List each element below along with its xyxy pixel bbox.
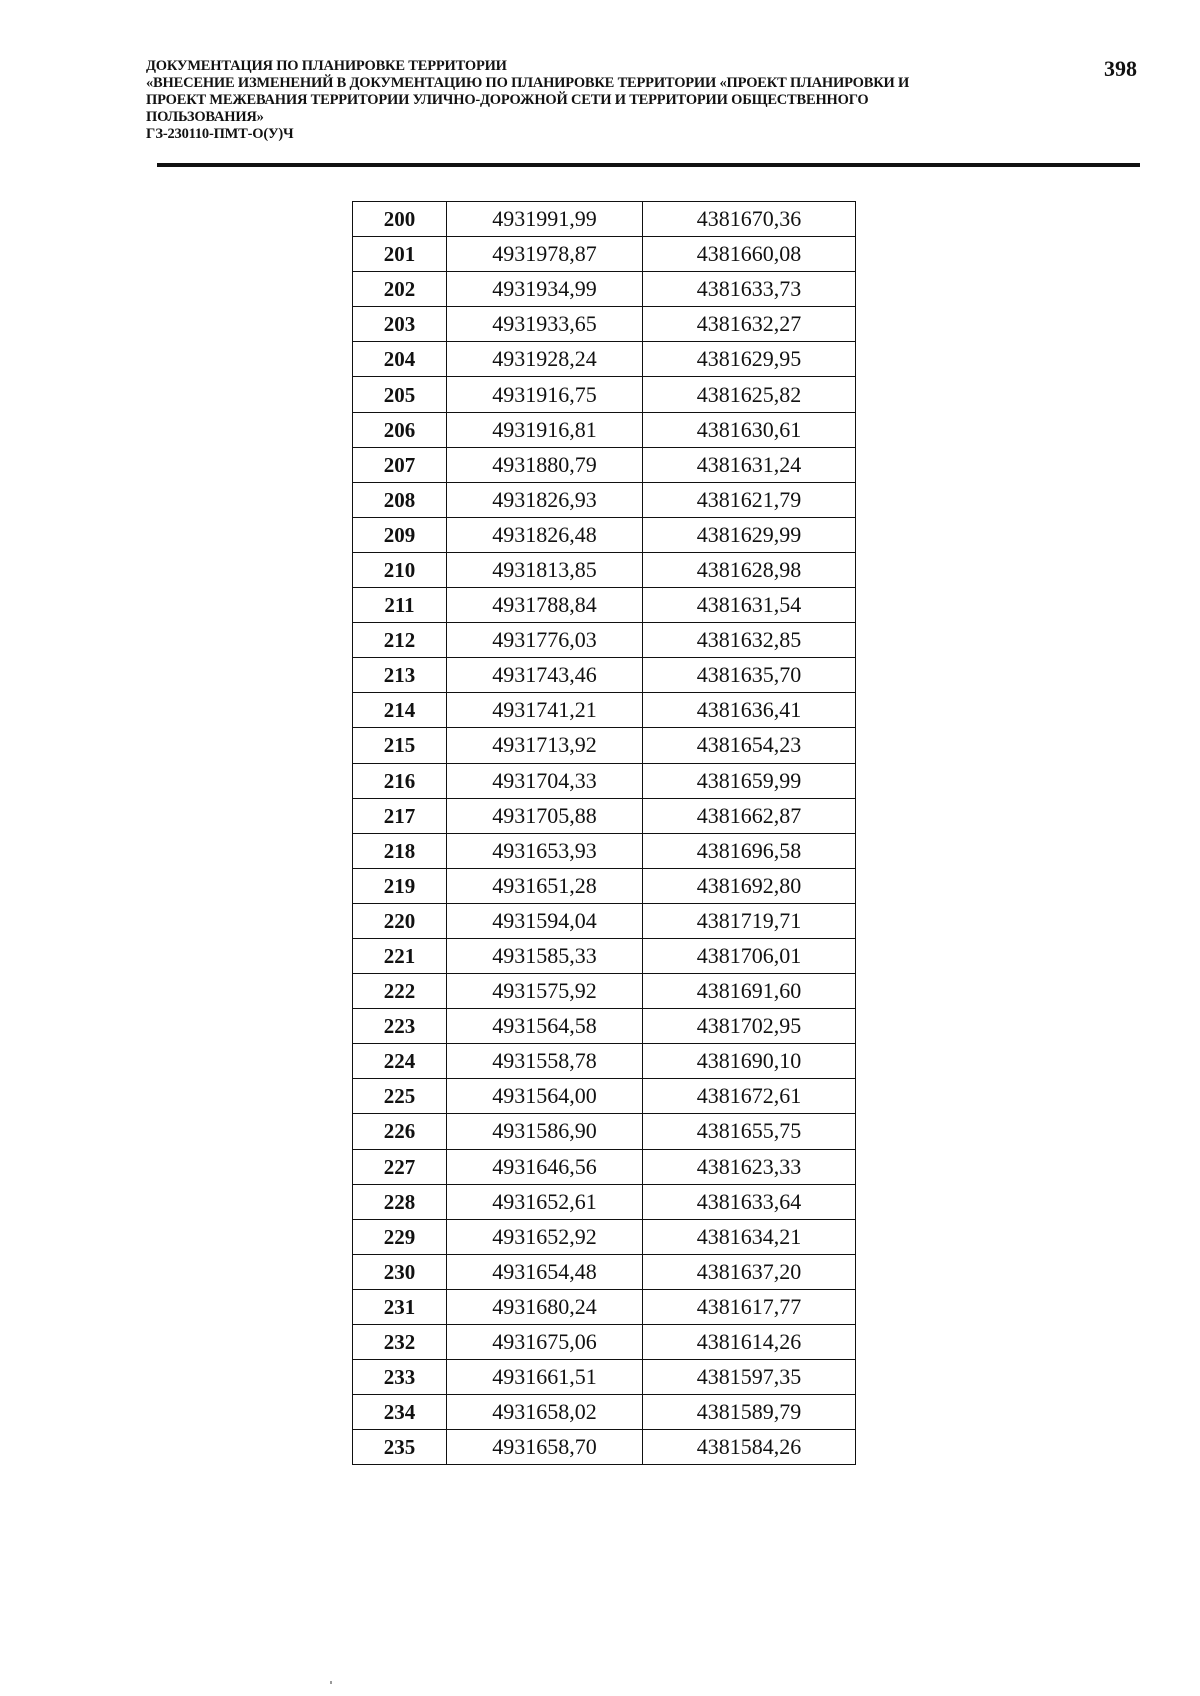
table-row xyxy=(353,482,856,517)
point-number-cell: 216 xyxy=(353,763,447,798)
point-number-cell: 205 xyxy=(353,377,447,412)
point-number-cell: 212 xyxy=(353,623,447,658)
point-number-cell: 226 xyxy=(353,1114,447,1149)
point-number-cell: 230 xyxy=(353,1254,447,1289)
x-coordinate-cell: 4931680,24 xyxy=(447,1289,643,1324)
x-coordinate-cell: 4931813,85 xyxy=(447,552,643,587)
y-coordinate-cell: 4381659,99 xyxy=(643,763,856,798)
table-row xyxy=(353,1114,856,1149)
point-number-cell: 203 xyxy=(353,307,447,342)
x-coordinate-cell: 4931741,21 xyxy=(447,693,643,728)
point-number-cell: 217 xyxy=(353,798,447,833)
point-number-cell: 214 xyxy=(353,693,447,728)
x-coordinate-cell: 4931928,24 xyxy=(447,342,643,377)
point-number-cell: 211 xyxy=(353,588,447,623)
x-coordinate-cell: 4931646,56 xyxy=(447,1149,643,1184)
y-coordinate-cell: 4381628,98 xyxy=(643,552,856,587)
y-coordinate-cell: 4381633,64 xyxy=(643,1184,856,1219)
table-row xyxy=(353,1009,856,1044)
y-coordinate-cell: 4381617,77 xyxy=(643,1289,856,1324)
point-number-cell: 227 xyxy=(353,1149,447,1184)
y-coordinate-cell: 4381633,73 xyxy=(643,272,856,307)
y-coordinate-cell: 4381630,61 xyxy=(643,412,856,447)
table-row xyxy=(353,342,856,377)
y-coordinate-cell: 4381621,79 xyxy=(643,482,856,517)
point-number-cell: 208 xyxy=(353,482,447,517)
point-number-cell: 219 xyxy=(353,868,447,903)
x-coordinate-cell: 4931916,75 xyxy=(447,377,643,412)
x-coordinate-cell: 4931564,58 xyxy=(447,1009,643,1044)
point-number-cell: 209 xyxy=(353,517,447,552)
x-coordinate-cell: 4931585,33 xyxy=(447,938,643,973)
y-coordinate-cell: 4381635,70 xyxy=(643,658,856,693)
y-coordinate-cell: 4381636,41 xyxy=(643,693,856,728)
y-coordinate-cell: 4381719,71 xyxy=(643,903,856,938)
y-coordinate-cell: 4381631,24 xyxy=(643,447,856,482)
y-coordinate-cell: 4381623,33 xyxy=(643,1149,856,1184)
header-line-4: ПОЛЬЗОВАНИЯ» xyxy=(146,109,264,125)
x-coordinate-cell: 4931743,46 xyxy=(447,658,643,693)
table-row xyxy=(353,552,856,587)
y-coordinate-cell: 4381670,36 xyxy=(643,202,856,237)
table-row xyxy=(353,763,856,798)
x-coordinate-cell: 4931934,99 xyxy=(447,272,643,307)
header-line-1: ДОКУМЕНТАЦИЯ ПО ПЛАНИРОВКЕ ТЕРРИТОРИИ xyxy=(146,58,507,74)
y-coordinate-cell: 4381662,87 xyxy=(643,798,856,833)
point-number-cell: 218 xyxy=(353,833,447,868)
table-row xyxy=(353,974,856,1009)
table-row xyxy=(353,728,856,763)
point-number-cell: 206 xyxy=(353,412,447,447)
point-number-cell: 220 xyxy=(353,903,447,938)
table-row xyxy=(353,377,856,412)
x-coordinate-cell: 4931705,88 xyxy=(447,798,643,833)
table-row xyxy=(353,798,856,833)
document-code: ГЗ-230110-ПМТ-О(У)Ч xyxy=(146,126,294,142)
point-number-cell: 228 xyxy=(353,1184,447,1219)
y-coordinate-cell: 4381690,10 xyxy=(643,1044,856,1079)
x-coordinate-cell: 4931788,84 xyxy=(447,588,643,623)
y-coordinate-cell: 4381625,82 xyxy=(643,377,856,412)
coordinates-table-body xyxy=(353,202,856,1465)
y-coordinate-cell: 4381589,79 xyxy=(643,1395,856,1430)
x-coordinate-cell: 4931558,78 xyxy=(447,1044,643,1079)
y-coordinate-cell: 4381672,61 xyxy=(643,1079,856,1114)
x-coordinate-cell: 4931564,00 xyxy=(447,1079,643,1114)
x-coordinate-cell: 4931704,33 xyxy=(447,763,643,798)
scan-artifact xyxy=(330,1681,332,1684)
header-divider xyxy=(157,163,1140,167)
x-coordinate-cell: 4931661,51 xyxy=(447,1360,643,1395)
y-coordinate-cell: 4381692,80 xyxy=(643,868,856,903)
x-coordinate-cell: 4931658,02 xyxy=(447,1395,643,1430)
point-number-cell: 233 xyxy=(353,1360,447,1395)
x-coordinate-cell: 4931651,28 xyxy=(447,868,643,903)
point-number-cell: 225 xyxy=(353,1079,447,1114)
x-coordinate-cell: 4931880,79 xyxy=(447,447,643,482)
document-header xyxy=(146,58,1086,143)
x-coordinate-cell: 4931652,92 xyxy=(447,1219,643,1254)
table-row xyxy=(353,658,856,693)
y-coordinate-cell: 4381634,21 xyxy=(643,1219,856,1254)
point-number-cell: 232 xyxy=(353,1325,447,1360)
table-row xyxy=(353,412,856,447)
table-row xyxy=(353,1079,856,1114)
coordinates-table xyxy=(352,201,856,1465)
y-coordinate-cell: 4381660,08 xyxy=(643,237,856,272)
table-row xyxy=(353,1254,856,1289)
table-row xyxy=(353,1325,856,1360)
table-row xyxy=(353,868,856,903)
table-row xyxy=(353,202,856,237)
x-coordinate-cell: 4931654,48 xyxy=(447,1254,643,1289)
y-coordinate-cell: 4381632,27 xyxy=(643,307,856,342)
x-coordinate-cell: 4931978,87 xyxy=(447,237,643,272)
x-coordinate-cell: 4931594,04 xyxy=(447,903,643,938)
y-coordinate-cell: 4381654,23 xyxy=(643,728,856,763)
table-row xyxy=(353,1044,856,1079)
point-number-cell: 207 xyxy=(353,447,447,482)
x-coordinate-cell: 4931933,65 xyxy=(447,307,643,342)
point-number-cell: 222 xyxy=(353,974,447,1009)
y-coordinate-cell: 4381706,01 xyxy=(643,938,856,973)
point-number-cell: 234 xyxy=(353,1395,447,1430)
y-coordinate-cell: 4381632,85 xyxy=(643,623,856,658)
x-coordinate-cell: 4931991,99 xyxy=(447,202,643,237)
table-row xyxy=(353,1219,856,1254)
table-row xyxy=(353,903,856,938)
table-row xyxy=(353,272,856,307)
table-row xyxy=(353,447,856,482)
y-coordinate-cell: 4381629,99 xyxy=(643,517,856,552)
table-row xyxy=(353,517,856,552)
point-number-cell: 213 xyxy=(353,658,447,693)
point-number-cell: 229 xyxy=(353,1219,447,1254)
y-coordinate-cell: 4381597,35 xyxy=(643,1360,856,1395)
table-row xyxy=(353,623,856,658)
header-line-3: ПРОЕКТ МЕЖЕВАНИЯ ТЕРРИТОРИИ УЛИЧНО-ДОРОЖНОЙ СЕТИ И ТЕРРИТОРИИ ОБЩЕСТВЕННОГО xyxy=(146,92,869,108)
x-coordinate-cell: 4931658,70 xyxy=(447,1430,643,1465)
table-row xyxy=(353,1289,856,1324)
header-line-2: «ВНЕСЕНИЕ ИЗМЕНЕНИЙ В ДОКУМЕНТАЦИЮ ПО ПЛАНИРОВКЕ ТЕРРИТОРИИ «ПРОЕКТ ПЛАНИРОВКИ И xyxy=(146,75,910,91)
point-number-cell: 235 xyxy=(353,1430,447,1465)
x-coordinate-cell: 4931675,06 xyxy=(447,1325,643,1360)
table-row xyxy=(353,588,856,623)
y-coordinate-cell: 4381614,26 xyxy=(643,1325,856,1360)
point-number-cell: 224 xyxy=(353,1044,447,1079)
x-coordinate-cell: 4931826,48 xyxy=(447,517,643,552)
x-coordinate-cell: 4931776,03 xyxy=(447,623,643,658)
y-coordinate-cell: 4381631,54 xyxy=(643,588,856,623)
x-coordinate-cell: 4931652,61 xyxy=(447,1184,643,1219)
point-number-cell: 223 xyxy=(353,1009,447,1044)
x-coordinate-cell: 4931826,93 xyxy=(447,482,643,517)
y-coordinate-cell: 4381629,95 xyxy=(643,342,856,377)
table-row xyxy=(353,938,856,973)
x-coordinate-cell: 4931586,90 xyxy=(447,1114,643,1149)
x-coordinate-cell: 4931653,93 xyxy=(447,833,643,868)
table-row xyxy=(353,1149,856,1184)
table-row xyxy=(353,1430,856,1465)
page-number: 398 xyxy=(1104,56,1137,81)
x-coordinate-cell: 4931713,92 xyxy=(447,728,643,763)
table-row xyxy=(353,1184,856,1219)
point-number-cell: 231 xyxy=(353,1289,447,1324)
y-coordinate-cell: 4381691,60 xyxy=(643,974,856,1009)
table-row xyxy=(353,307,856,342)
y-coordinate-cell: 4381696,58 xyxy=(643,833,856,868)
point-number-cell: 204 xyxy=(353,342,447,377)
table-row xyxy=(353,1360,856,1395)
x-coordinate-cell: 4931916,81 xyxy=(447,412,643,447)
x-coordinate-cell: 4931575,92 xyxy=(447,974,643,1009)
point-number-cell: 202 xyxy=(353,272,447,307)
point-number-cell: 221 xyxy=(353,938,447,973)
table-row xyxy=(353,833,856,868)
y-coordinate-cell: 4381702,95 xyxy=(643,1009,856,1044)
point-number-cell: 215 xyxy=(353,728,447,763)
table-row xyxy=(353,1395,856,1430)
point-number-cell: 200 xyxy=(353,202,447,237)
point-number-cell: 201 xyxy=(353,237,447,272)
table-row xyxy=(353,237,856,272)
y-coordinate-cell: 4381584,26 xyxy=(643,1430,856,1465)
y-coordinate-cell: 4381655,75 xyxy=(643,1114,856,1149)
table-row xyxy=(353,693,856,728)
y-coordinate-cell: 4381637,20 xyxy=(643,1254,856,1289)
point-number-cell: 210 xyxy=(353,552,447,587)
